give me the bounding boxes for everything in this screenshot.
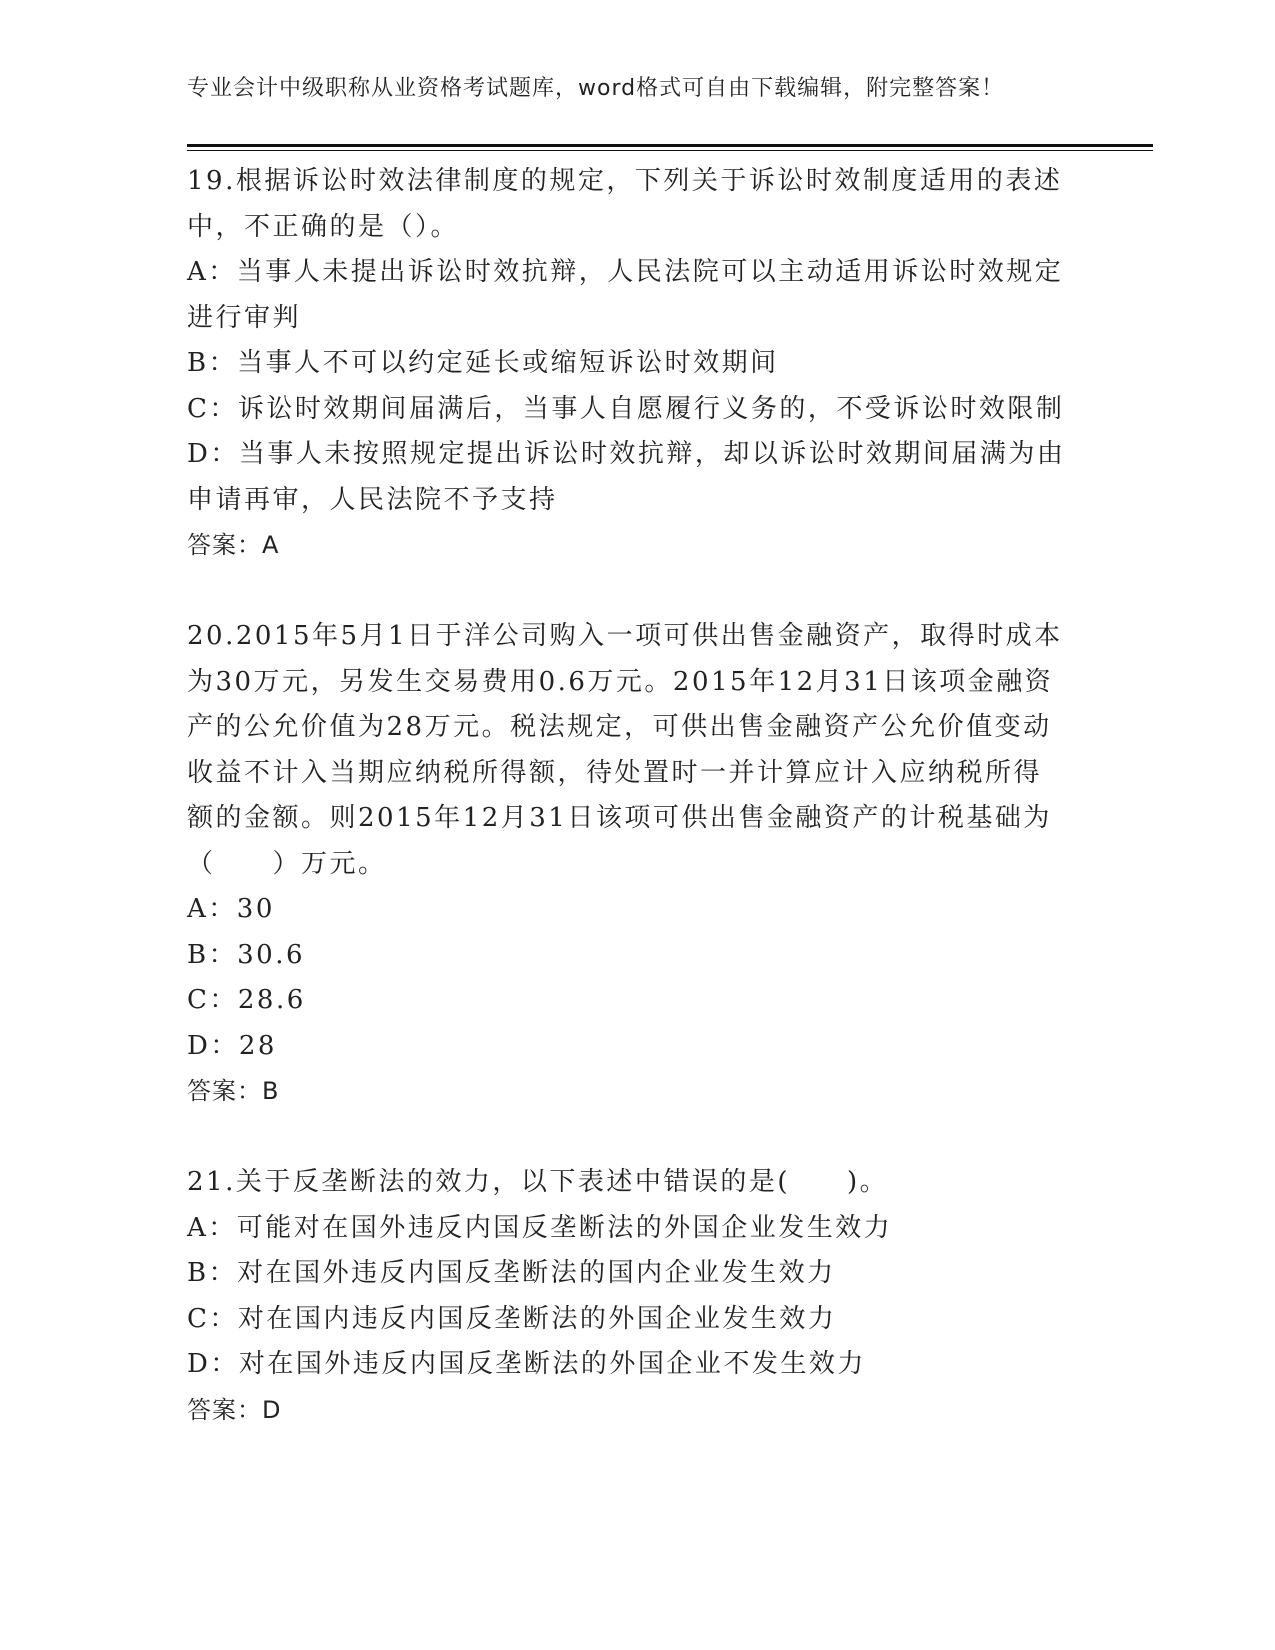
question-stem-line: 额的金额。则2015年12月31日该项可供出售金融资产的计税基础为 [187,803,1052,833]
answer-value: A [262,531,280,559]
answer-value: D [262,1395,282,1424]
question-stem-line: 收益不计入当期应纳税所得额，待处置时一并计算应计入应纳税所得 [187,757,1043,788]
option-line: D：当事人未按照规定提出诉讼时效抗辩，却以诉讼时效期间届满为由 [187,439,1066,469]
option-line: A：可能对在国外违反内国反垄断法的外国企业发生效力 [187,1212,893,1243]
question-stem-line: （ ）万元。 [187,848,387,879]
answer-line [187,523,1087,569]
header-rule-thick [187,144,1153,147]
question-stem-line: 中，不正确的是（）。 [187,211,460,242]
option-line: C：诉讼时效期间届满后，当事人自愿履行义务的，不受诉讼时效限制 [187,393,1065,424]
question-21 [187,1160,1087,1433]
option-line: C：对在国内违反内国反垄断法的外国企业发生效力 [187,1303,837,1334]
question-20 [187,614,1087,1115]
answer-label: 答案： [187,531,262,559]
option-line: B：对在国外违反内国反垄断法的国内企业发生效力 [187,1258,836,1288]
question-stem-line: 产的公允价值为28万元。税法规定，可供出售金融资产公允价值变动 [187,712,1052,742]
answer-label: 答案： [187,1077,262,1105]
option-line: A：30 [187,894,275,924]
option-line: 申请再审，人民法院不予支持 [187,484,558,515]
question-spacer [187,569,1087,615]
answer-label: 答案： [187,1395,262,1424]
question-stem-line: 19.根据诉讼时效法律制度的规定，下列关于诉讼时效制度适用的表述 [187,166,1063,196]
question-stem-line: 20.2015年5月1日于洋公司购入一项可供出售金融资产，取得时成本 [187,621,1063,651]
question-19 [187,159,1087,569]
option-line: D：28 [187,1030,277,1061]
option-line: 进行审判 [187,302,302,333]
question-spacer [187,1115,1087,1161]
page-header: 专业会计中级职称从业资格考试题库，word格式可自由下载编辑，附完整答案！ [187,76,1005,101]
question-list [187,159,1087,1433]
question-stem-line: 21.关于反垄断法的效力，以下表述中错误的是( )。 [187,1167,889,1197]
option-line: D：对在国外违反内国反垄断法的外国企业不发生效力 [187,1349,866,1379]
option-line: B：30.6 [187,939,305,970]
answer-value: B [262,1077,280,1105]
option-line: A：当事人未提出诉讼时效抗辩，人民法院可以主动适用诉讼时效规定 [187,257,1064,287]
option-line: B：当事人不可以约定延长或缩短诉讼时效期间 [187,348,779,378]
question-stem-line: 为30万元，另发生交易费用0.6万元。2015年12月31日该项金融资 [187,666,1054,697]
answer-line [187,1069,1087,1115]
answer-line [187,1388,1087,1434]
option-line: C：28.6 [187,985,306,1015]
header-rule-thin [187,150,1153,151]
